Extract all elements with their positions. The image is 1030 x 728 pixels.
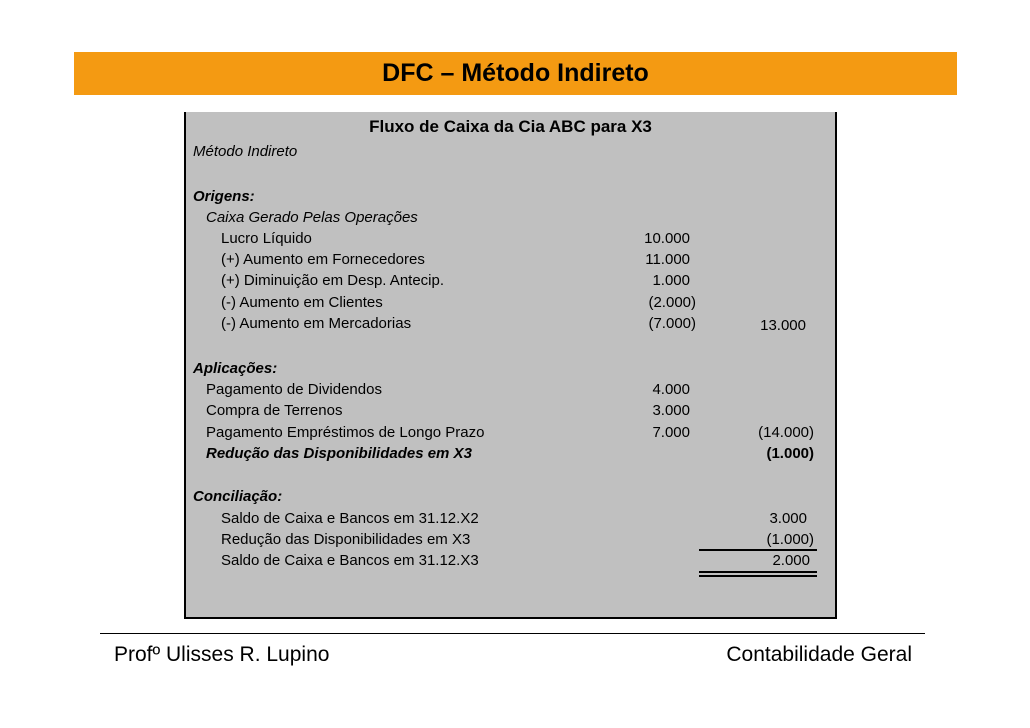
origens-item-value: 11.000	[645, 251, 690, 268]
panel-title: Fluxo de Caixa da Cia ABC para X3	[369, 117, 652, 136]
origens-item-value: (7.000)	[648, 315, 696, 332]
aplicacoes-item-label: Pagamento de Dividendos	[206, 381, 382, 398]
aplicacoes-item-label: Compra de Terrenos	[206, 402, 343, 419]
origens-subheading: Caixa Gerado Pelas Operações	[206, 209, 418, 226]
aplicacoes-result-label: Redução das Disponibilidades em X3	[206, 445, 472, 462]
conciliacao-item-label: Saldo de Caixa e Bancos em 31.12.X2	[221, 510, 479, 527]
conciliacao-item-value: 2.000	[772, 552, 810, 569]
aplicacoes-item-value: 7.000	[652, 424, 690, 441]
origens-item-value: (2.000)	[648, 294, 696, 311]
slide-title: DFC – Método Indireto	[382, 59, 649, 87]
origens-item-label: (-) Aumento em Clientes	[221, 294, 383, 311]
title-banner	[74, 52, 957, 95]
footer-course: Contabilidade Geral	[726, 643, 912, 666]
origens-item-label: (+) Aumento em Fornecedores	[221, 251, 425, 268]
footer-divider	[100, 633, 925, 634]
aplicacoes-item-value: 3.000	[652, 402, 690, 419]
conciliacao-item-label: Saldo de Caixa e Bancos em 31.12.X3	[221, 552, 479, 569]
origens-item-label: Lucro Líquido	[221, 230, 312, 247]
origens-item-value: 1.000	[652, 272, 690, 289]
aplicacoes-item-label: Pagamento Empréstimos de Longo Prazo	[206, 424, 485, 441]
origens-item-label: (+) Diminuição em Desp. Antecip.	[221, 272, 445, 289]
origens-item-value: 10.000	[644, 230, 690, 247]
aplicacoes-result-value: (1.000)	[766, 445, 814, 462]
cash-flow-panel	[184, 112, 837, 619]
conciliacao-heading: Conciliação:	[193, 488, 283, 505]
aplicacoes-heading: Aplicações:	[193, 360, 278, 377]
total-double-rule-top	[699, 571, 817, 573]
origens-total: 13.000	[760, 317, 806, 334]
conciliacao-item-value: 3.000	[769, 510, 807, 527]
method-label: Método Indireto	[193, 143, 298, 160]
subtotal-rule	[699, 549, 817, 551]
aplicacoes-item-value: 4.000	[652, 381, 690, 398]
conciliacao-item-value: (1.000)	[766, 531, 814, 548]
aplicacoes-total: (14.000)	[758, 424, 814, 441]
origens-item-label: (-) Aumento em Mercadorias	[221, 315, 412, 332]
footer-author: Profº Ulisses R. Lupino	[114, 643, 330, 666]
conciliacao-item-label: Redução das Disponibilidades em X3	[221, 531, 471, 548]
total-double-rule-bottom	[699, 575, 817, 577]
origens-heading: Origens:	[193, 188, 255, 205]
